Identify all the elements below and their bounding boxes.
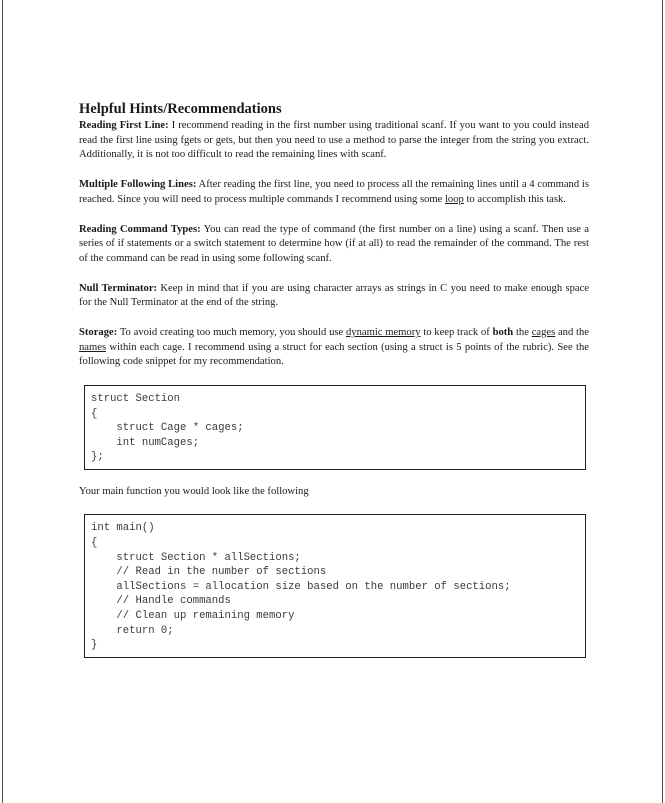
paragraph-null-terminator [79,282,589,311]
text-storage-d: and the [555,327,589,339]
code-line: int main() [91,522,155,535]
code-snippet-struct-section [84,385,586,470]
label-multiple-following-lines: Multiple Following Lines: [79,179,197,191]
code-line: int numCages; [91,436,200,449]
code-snippet-main-function [84,514,586,657]
section-heading: Helpful Hints/Recommendations [79,101,282,117]
code-line: { [91,536,98,549]
code-line: }; [91,451,104,464]
text-null-terminator: Keep in mind that if you are using character arrays as strings in C you need to make enough space for the Null Terminator at the end of the string. [79,282,589,309]
code-line: struct Cage * cages; [91,422,244,435]
paragraph-reading-command-types [79,223,589,267]
paragraph-multiple-following-lines [79,178,589,207]
loop-link[interactable]: loop [444,193,464,205]
label-storage: Storage: [79,327,118,339]
label-reading-command-types: Reading Command Types: [79,223,201,235]
text-storage-e: within each cage. I recommend using a struct for each section (using a struct is 5 points of the rubric). See the following code snippet for my recommendation. [79,341,589,368]
text-multiple-following-lines-b: to accomplish this task. [463,193,566,205]
text-storage-a: To avoid creating too much memory, you should use [117,327,346,339]
code-line: struct Section * allSections; [91,551,301,564]
code-line: } [91,639,98,652]
label-reading-first-line: Reading First Line: [79,120,169,131]
code-line: // Clean up remaining memory [91,609,295,622]
text-reading-command-types: You can read the type of command (the first number on a line) using a scanf. Then use a series of if statements or a switch statement to determine how (if at all) to read the remainder of the command. The rest of the command can be read in using some following scanf. [79,223,590,264]
code-line: // Read in the number of sections [91,566,327,579]
names-link[interactable]: names [79,341,107,353]
code-line: struct Section [91,393,181,406]
label-null-terminator: Null Terminator: [79,282,158,294]
text-multiple-following-lines-a: After reading the first line, you need to process all the remaining lines until a 4 command is reached. Since you will need to process multiple commands I recommend using some [79,179,589,205]
code-line: allSections = allocation size based on the number of sections; [91,580,511,593]
code-line: { [91,407,98,420]
text-storage-b: to keep track of [420,327,493,339]
code-line: return 0; [91,624,174,637]
text-storage-c: the [513,327,532,339]
paragraph-reading-first-line [79,119,589,163]
paragraph-storage [79,326,589,370]
document-content [79,101,589,658]
code-line: // Handle commands [91,595,231,608]
text-reading-first-line: I recommend reading in the first number using traditional scanf. If you want to you could instead read the first line using fgets or gets, but then you need to use a method to parse the integer from the string you extract. Additionally, it is not too difficult to read the remaining lines with scanf. [79,120,589,161]
cages-link[interactable]: cages [531,327,556,339]
main-function-intro: Your main function you would look like the following [79,485,309,497]
dynamic-memory-link[interactable]: dynamic memory [345,327,421,339]
emphasis-both: both [492,327,514,339]
